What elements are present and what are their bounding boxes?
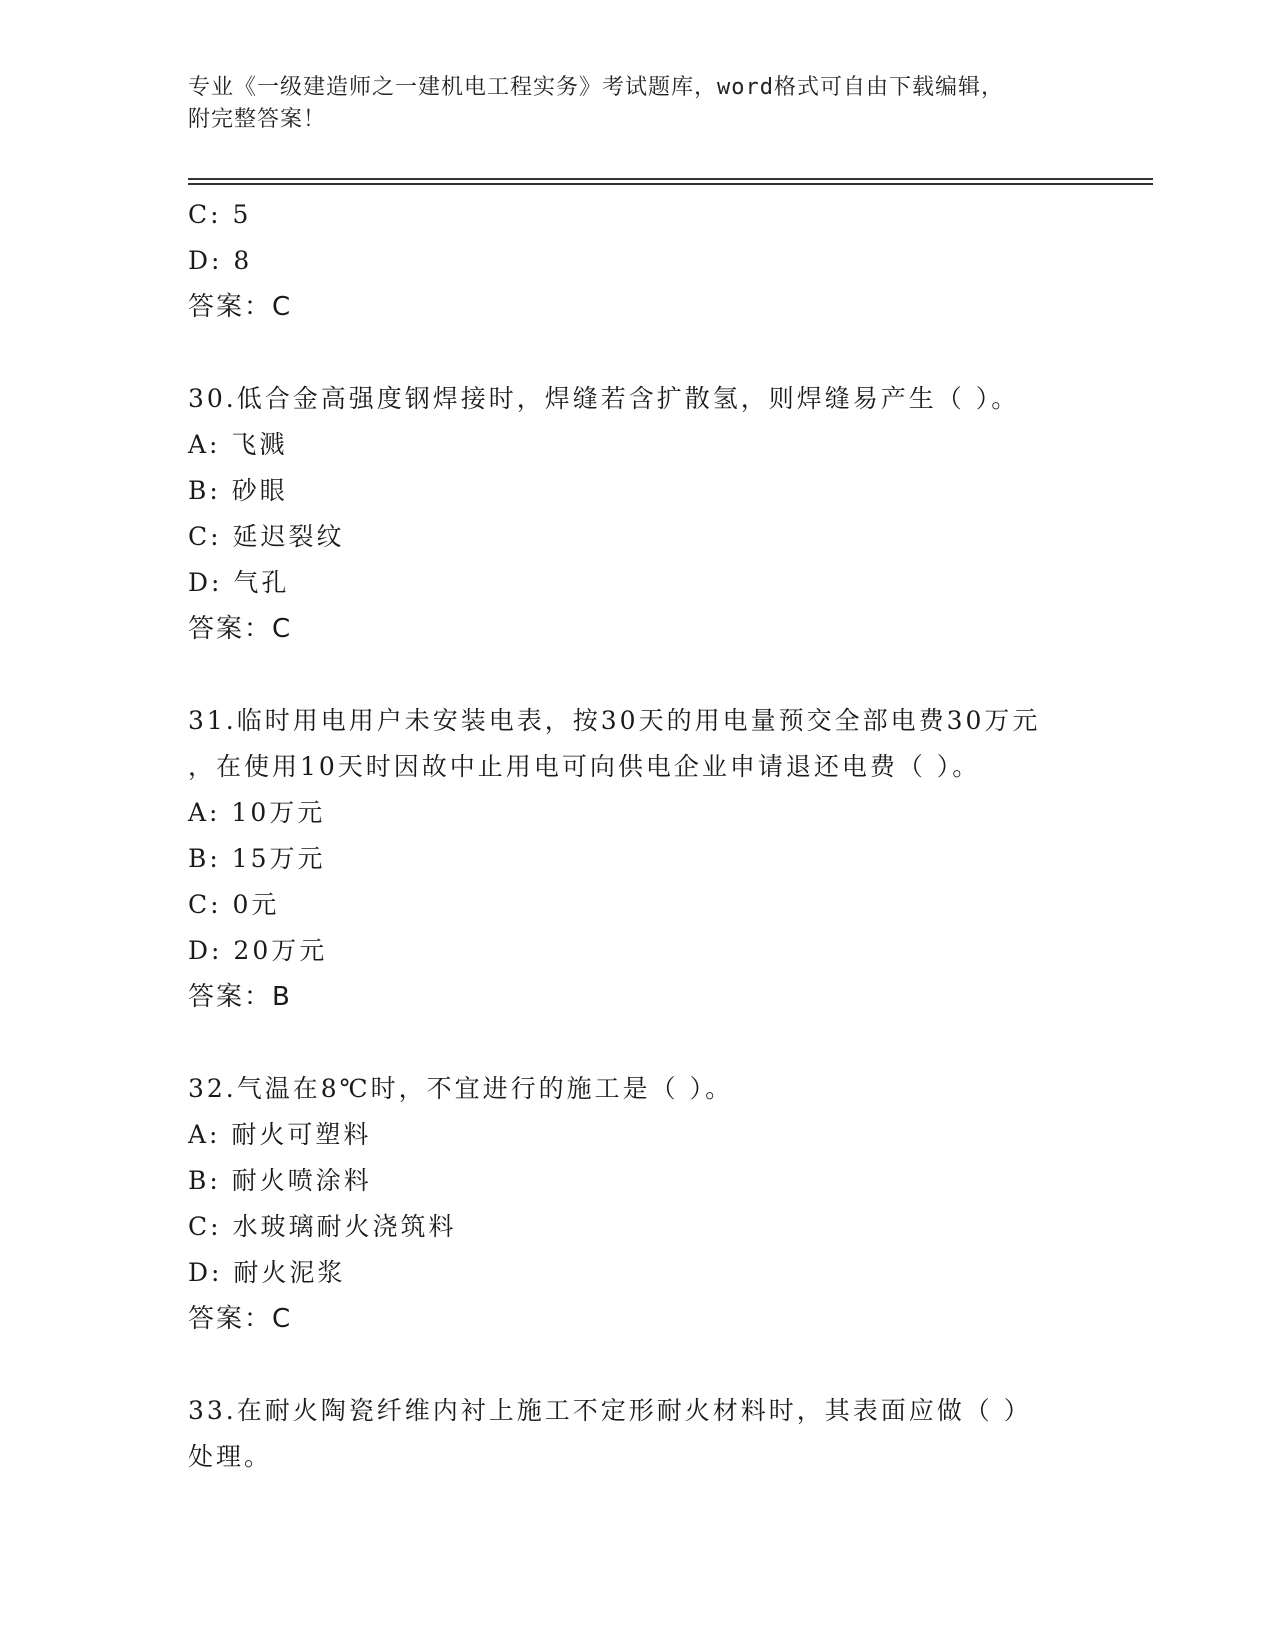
option-b: B: 耐火喷涂料 [188, 1166, 372, 1195]
question-32 [188, 1066, 1088, 1342]
header-line-2: 附完整答案！ [188, 107, 327, 132]
spacer [188, 330, 1088, 376]
header-line-1: 专业《一级建造师之一建机电工程实务》考试题库，word格式可自由下载编辑， [188, 75, 1004, 100]
question-stem-continued: 处理。 [188, 1442, 273, 1471]
option-a: A: 10万元 [188, 798, 326, 827]
question-list [188, 192, 1088, 1480]
option-c: C: 0元 [188, 890, 280, 919]
answer: 答案：C [188, 292, 293, 322]
question-31 [188, 698, 1088, 1020]
document-header [188, 72, 1068, 136]
question-stem: 31.临时用电用户未安装电表，按30天的用电量预交全部电费30万元 [188, 706, 1041, 735]
option-a: A: 飞溅 [188, 430, 288, 459]
option-b: B: 砂眼 [188, 476, 288, 505]
answer: 答案：B [188, 982, 292, 1012]
question-stem: 32.气温在8℃时，不宜进行的施工是（ ）。 [188, 1074, 734, 1103]
answer: 答案：C [188, 614, 293, 644]
answer: 答案：C [188, 1304, 293, 1334]
question-33 [188, 1388, 1088, 1480]
header-divider-bottom [188, 183, 1153, 185]
question-stem: 30.低合金高强度钢焊接时，焊缝若含扩散氢，则焊缝易产生（ ）。 [188, 384, 1020, 413]
question-stem-continued: ，在使用10天时因故中止用电可向供电企业申请退还电费（ ）。 [188, 752, 981, 781]
spacer [188, 652, 1088, 698]
option-c: C: 5 [188, 200, 252, 229]
option-d: D: 耐火泥浆 [188, 1258, 346, 1287]
option-c: C: 水玻璃耐火浇筑料 [188, 1212, 457, 1241]
header-divider-top [188, 178, 1153, 180]
spacer [188, 1020, 1088, 1066]
option-c: C: 延迟裂纹 [188, 522, 345, 551]
option-d: D: 气孔 [188, 568, 290, 597]
question-29-tail [188, 192, 1088, 330]
question-30 [188, 376, 1088, 652]
question-stem: 33.在耐火陶瓷纤维内衬上施工不定形耐火材料时，其表面应做（ ） [188, 1396, 1032, 1425]
option-d: D: 20万元 [188, 936, 328, 965]
option-b: B: 15万元 [188, 844, 326, 873]
option-a: A: 耐火可塑料 [188, 1120, 372, 1149]
spacer [188, 1342, 1088, 1388]
option-d: D: 8 [188, 246, 253, 275]
